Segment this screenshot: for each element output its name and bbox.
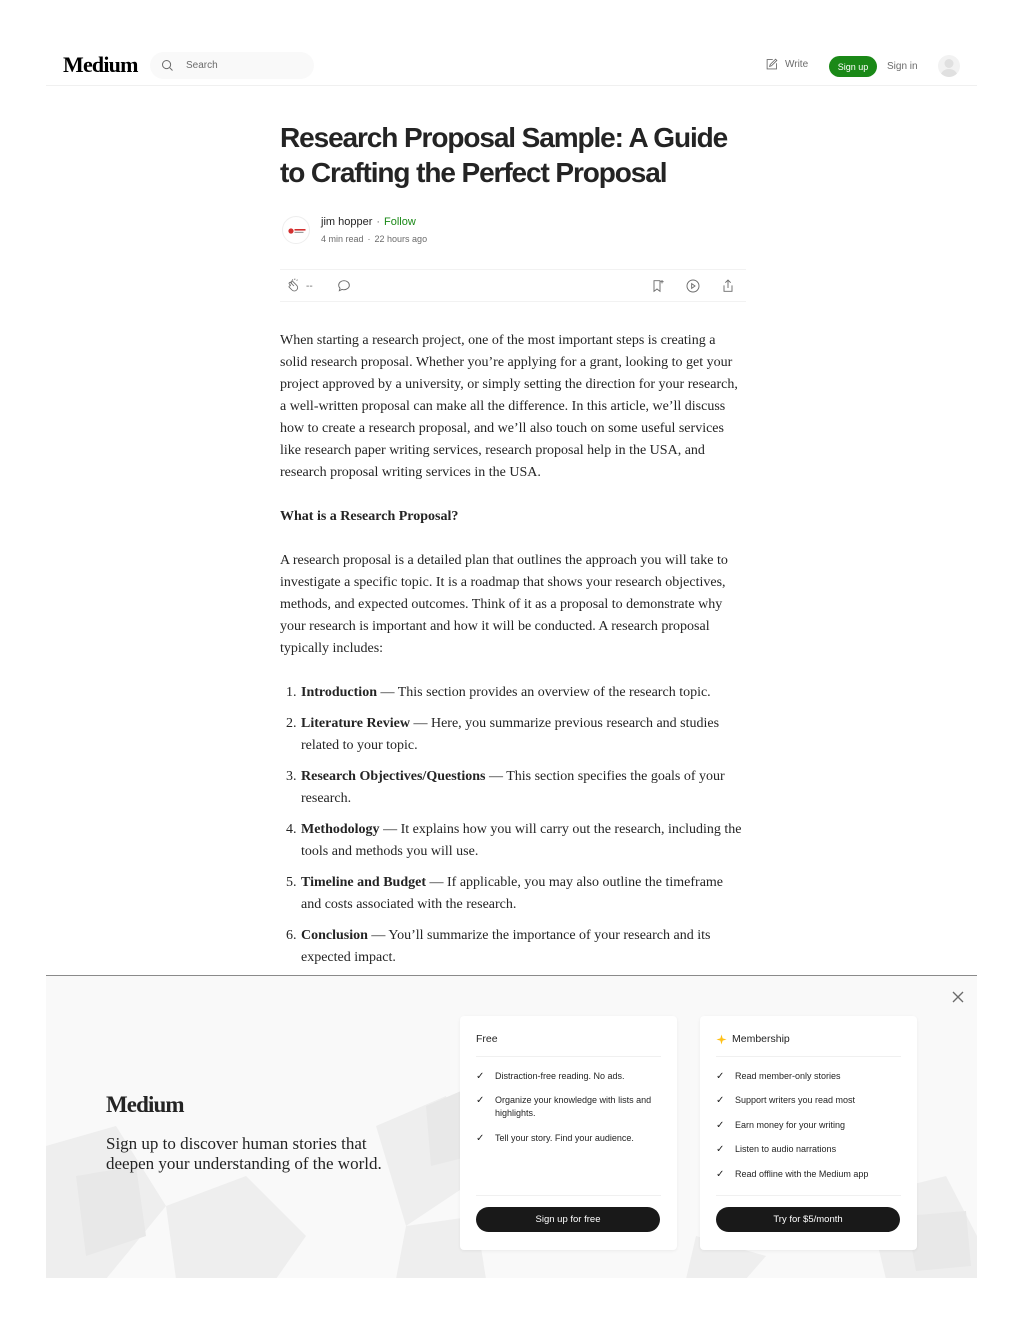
search-input[interactable] <box>186 56 306 75</box>
section-paragraph: A research proposal is a detailed plan that outlines the approach you will take to investigate a specific topic. It is a roadmap that shows your research objectives, methods, and expected outcomes. Think of it as a proposal to demonstrate why your research is important and how it will be conducted. A research proposal typically includes: <box>280 553 728 656</box>
membership-feature <box>716 1143 906 1156</box>
list-number: 5. <box>286 875 297 890</box>
write-icon <box>764 57 779 72</box>
sparkle-icon <box>716 1034 727 1045</box>
modal-tagline: Sign up to discover human stories that deepen your understanding of the world. <box>106 1134 382 1173</box>
close-button[interactable] <box>951 990 965 1004</box>
separator-dot: · <box>376 216 381 228</box>
list-desc: — This section provides an overview of the research topic. <box>376 685 711 700</box>
clap-button[interactable] <box>286 278 313 294</box>
comment-button[interactable] <box>336 278 352 294</box>
bookmark-add-icon <box>650 278 666 294</box>
list-term: Literature Review <box>301 716 410 731</box>
author-name[interactable]: jim hopper <box>321 216 373 228</box>
follow-button[interactable]: Follow <box>384 216 416 228</box>
list-desc: — It explains how you will carry out the research, including the tools and methods you will use. <box>301 822 742 859</box>
feature-text: Tell your story. Find your audience. <box>495 1133 634 1143</box>
list-number: 1. <box>286 685 297 700</box>
list-term: Introduction <box>301 685 377 700</box>
feature-text: Distraction-free reading. No ads. <box>495 1071 625 1081</box>
free-feature <box>476 1094 666 1120</box>
read-time: 4 min read <box>321 234 364 244</box>
list-term: Methodology <box>301 822 380 837</box>
list-number: 6. <box>286 928 297 943</box>
divider <box>716 1056 901 1057</box>
list-desc: — You’ll summarize the importance of your research and its expected impact. <box>301 928 711 965</box>
separator-dot: · <box>367 234 371 244</box>
author-logo-icon <box>283 217 310 244</box>
check-icon: ✓ <box>476 1071 485 1082</box>
article-title: Research Proposal Sample: A Guide to Crafting the Perfect Proposal <box>280 122 728 188</box>
list-item <box>280 713 746 757</box>
medium-logo[interactable]: Medium <box>63 52 138 77</box>
free-plan-card <box>460 1016 677 1250</box>
list-desc: — This section specifies the goals of your research. <box>301 769 725 806</box>
write-button[interactable] <box>764 57 808 72</box>
write-label: Write <box>785 59 809 70</box>
check-icon: ✓ <box>716 1169 725 1180</box>
list-item <box>280 682 746 704</box>
list-desc: — If applicable, you may also outline the timeframe and costs associated with the research. <box>301 875 724 912</box>
section-heading: What is a Research Proposal? <box>280 509 459 524</box>
membership-feature <box>716 1168 906 1181</box>
membership-plan-card <box>700 1016 917 1250</box>
list-desc: — Here, you summarize previous research and studies related to your topic. <box>301 716 720 753</box>
play-circle-icon <box>685 278 701 294</box>
search-icon <box>160 58 175 73</box>
comment-icon <box>336 278 352 294</box>
free-plan-title: Free <box>476 1033 498 1045</box>
check-icon: ✓ <box>716 1095 725 1106</box>
list-item <box>280 872 746 916</box>
author-row <box>280 212 746 252</box>
divider <box>476 1195 661 1196</box>
membership-feature <box>716 1094 906 1107</box>
membership-plan-title: Membership <box>732 1033 790 1045</box>
author-avatar[interactable] <box>282 216 310 244</box>
list-item <box>280 819 746 863</box>
list-item <box>280 925 746 969</box>
feature-text: Earn money for your writing <box>735 1120 846 1130</box>
search-box[interactable] <box>150 52 314 79</box>
list-term: Research Objectives/Questions <box>301 769 486 784</box>
free-feature <box>476 1070 666 1083</box>
check-icon: ✓ <box>716 1071 725 1082</box>
try-membership-button[interactable]: Try for $5/month <box>716 1207 900 1232</box>
sign-up-button[interactable]: Sign up <box>829 56 877 77</box>
list-number: 2. <box>286 716 297 731</box>
membership-feature <box>716 1070 906 1083</box>
components-list <box>280 682 746 978</box>
feature-text: Support writers you read most <box>735 1095 856 1105</box>
share-button[interactable] <box>720 278 736 294</box>
list-number: 3. <box>286 769 297 784</box>
sign-up-free-button[interactable]: Sign up for free <box>476 1207 660 1232</box>
membership-feature <box>716 1119 906 1132</box>
article-action-bar <box>280 269 746 302</box>
listen-button[interactable] <box>685 278 701 294</box>
divider <box>716 1195 901 1196</box>
free-feature <box>476 1132 666 1145</box>
feature-text: Read offline with the Medium app <box>735 1169 869 1179</box>
close-icon <box>951 990 965 1004</box>
share-icon <box>720 278 736 294</box>
avatar[interactable] <box>938 55 960 77</box>
divider <box>476 1056 661 1057</box>
check-icon: ✓ <box>476 1133 485 1144</box>
sign-in-link[interactable]: Sign in <box>887 61 918 72</box>
feature-text: Organize your knowledge with lists and highlights. <box>495 1095 652 1118</box>
bookmark-button[interactable] <box>650 278 666 294</box>
feature-text: Listen to audio narrations <box>735 1144 837 1154</box>
list-number: 4. <box>286 822 297 837</box>
user-icon <box>938 55 960 77</box>
modal-logo: Medium <box>106 1092 184 1117</box>
top-nav <box>46 0 977 86</box>
list-term: Conclusion <box>301 928 368 943</box>
intro-paragraph: When starting a research project, one of the most important steps is creating a solid research proposal. Whether you’re applying for a grant, looking to get your project approved by a university, or simply setting the direction for your research, a well-written proposal can make all the difference. In this article, we’ll discuss how to create a research proposal, and we’ll also touch on some useful services like research paper writing services, research proposal help in the USA, and research proposal writing services in the USA. <box>280 333 738 480</box>
feature-text: Read member-only stories <box>735 1071 841 1081</box>
clap-icon <box>286 278 302 294</box>
post-date: 22 hours ago <box>374 234 428 244</box>
check-icon: ✓ <box>716 1144 725 1155</box>
check-icon: ✓ <box>476 1095 485 1106</box>
check-icon: ✓ <box>716 1120 725 1131</box>
list-item <box>280 766 746 810</box>
signup-modal <box>46 975 977 1278</box>
list-term: Timeline and Budget <box>301 875 426 890</box>
clap-count: -- <box>306 280 313 292</box>
